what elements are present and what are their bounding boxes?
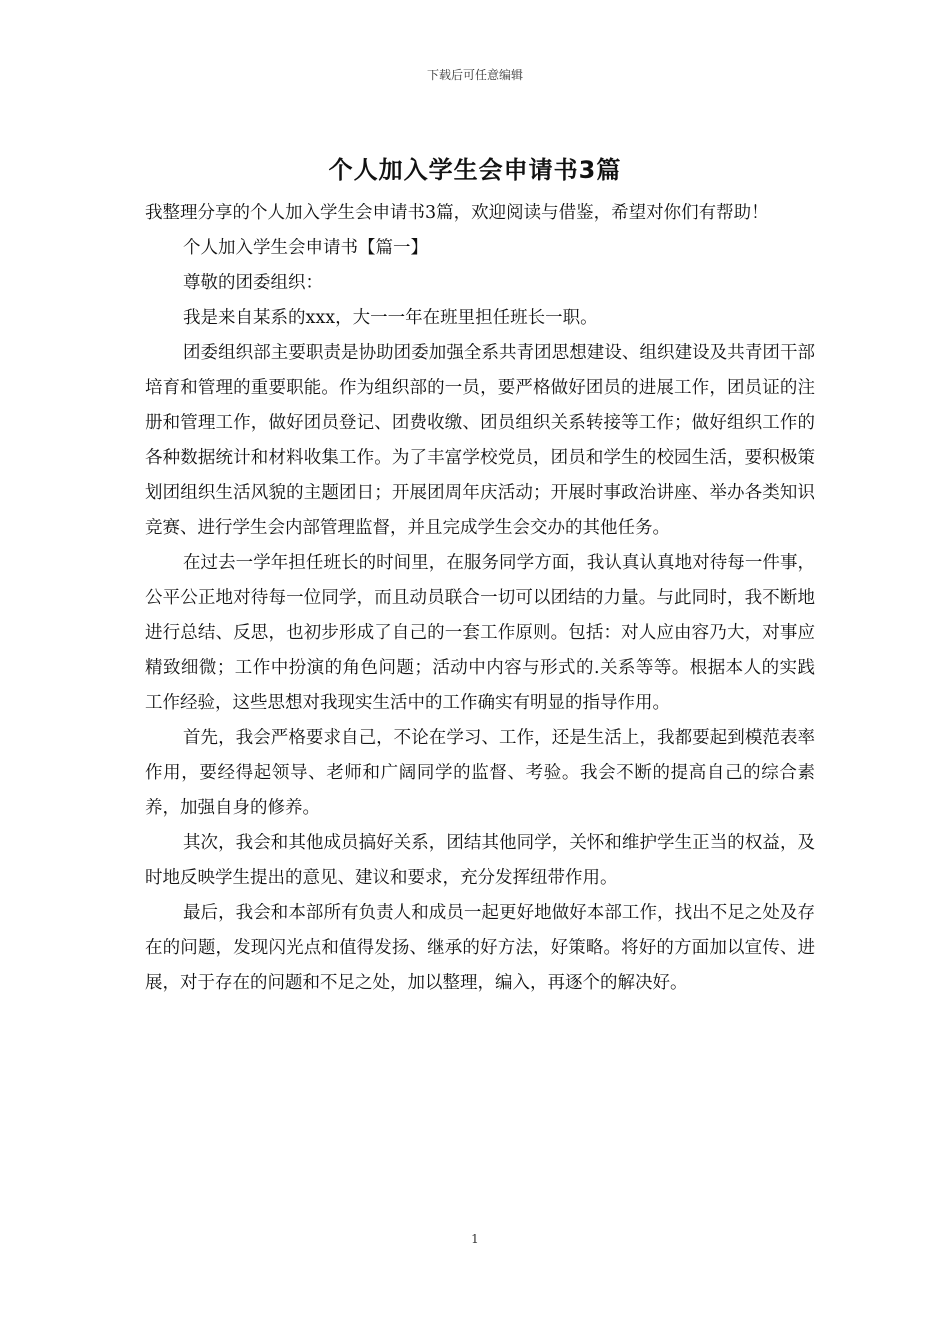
section-heading: 个人加入学生会申请书【篇一】 <box>183 238 428 258</box>
header-note: 下载后可任意编辑 <box>426 68 523 82</box>
body-paragraph: 在过去一学年担任班长的时间里，在服务同学方面，我认真认真地对待每一件事，公平公正地对待每一位同学，而且动员联合一切可以团结的力量。与此同时，我不断地进行总结、反思，也初步形成了自己的一套工作原则。包括：对人应由容乃大，对事应精致细微；工作中扮演的角色问题；活动中内容与形式的.关系等等。根据本人的实践工作经验，这些思想对我现实生活中的工作确实有明显的指导作用。 <box>145 553 815 713</box>
body-paragraph: 最后，我会和本部所有负责人和成员一起更好地做好本部工作，找出不足之处及存在的问题，发现闪光点和值得发扬、继承的好方法，好策略。将好的方面加以宣传、进展，对于存在的问题和不足之处，加以整理，编入，再逐个的解决好。 <box>145 903 815 993</box>
body-paragraph: 团委组织部主要职责是协助团委加强全系共青团思想建设、组织建设及共青团干部培育和管理的重要职能。作为组织部的一员，要严格做好团员的进展工作，团员证的注册和管理工作，做好团员登记、团费收缴、团员组织关系转接等工作；做好组织工作的各种数据统计和材料收集工作。为了丰富学校党员，团员和学生的校园生活，要积极策划团组织生活风貌的主题团日；开展团周年庆活动；开展时事政治讲座、举办各类知识竞赛、进行学生会内部管理监督，并且完成学生会交办的其他任务。 <box>145 343 815 538</box>
salutation: 尊敬的团委组织： <box>183 273 323 293</box>
body-paragraph: 我是来自某系的xxx，大一一年在班里担任班长一职。 <box>183 308 598 328</box>
document-title: 个人加入学生会申请书3篇 <box>328 156 622 184</box>
page-number: 1 <box>471 1232 479 1246</box>
intro-paragraph: 我整理分享的个人加入学生会申请书3篇，欢迎阅读与借鉴，希望对你们有帮助！ <box>145 203 769 223</box>
document-body <box>145 196 815 1001</box>
body-paragraph: 其次，我会和其他成员搞好关系，团结其他同学，关怀和维护学生正当的权益，及时地反映学生提出的意见、建议和要求，充分发挥纽带作用。 <box>145 833 815 888</box>
body-paragraph: 首先，我会严格要求自己，不论在学习、工作，还是生活上，我都要起到模范表率作用，要经得起领导、老师和广阔同学的监督、考验。我会不断的提高自己的综合素养，加强自身的修养。 <box>145 728 815 818</box>
